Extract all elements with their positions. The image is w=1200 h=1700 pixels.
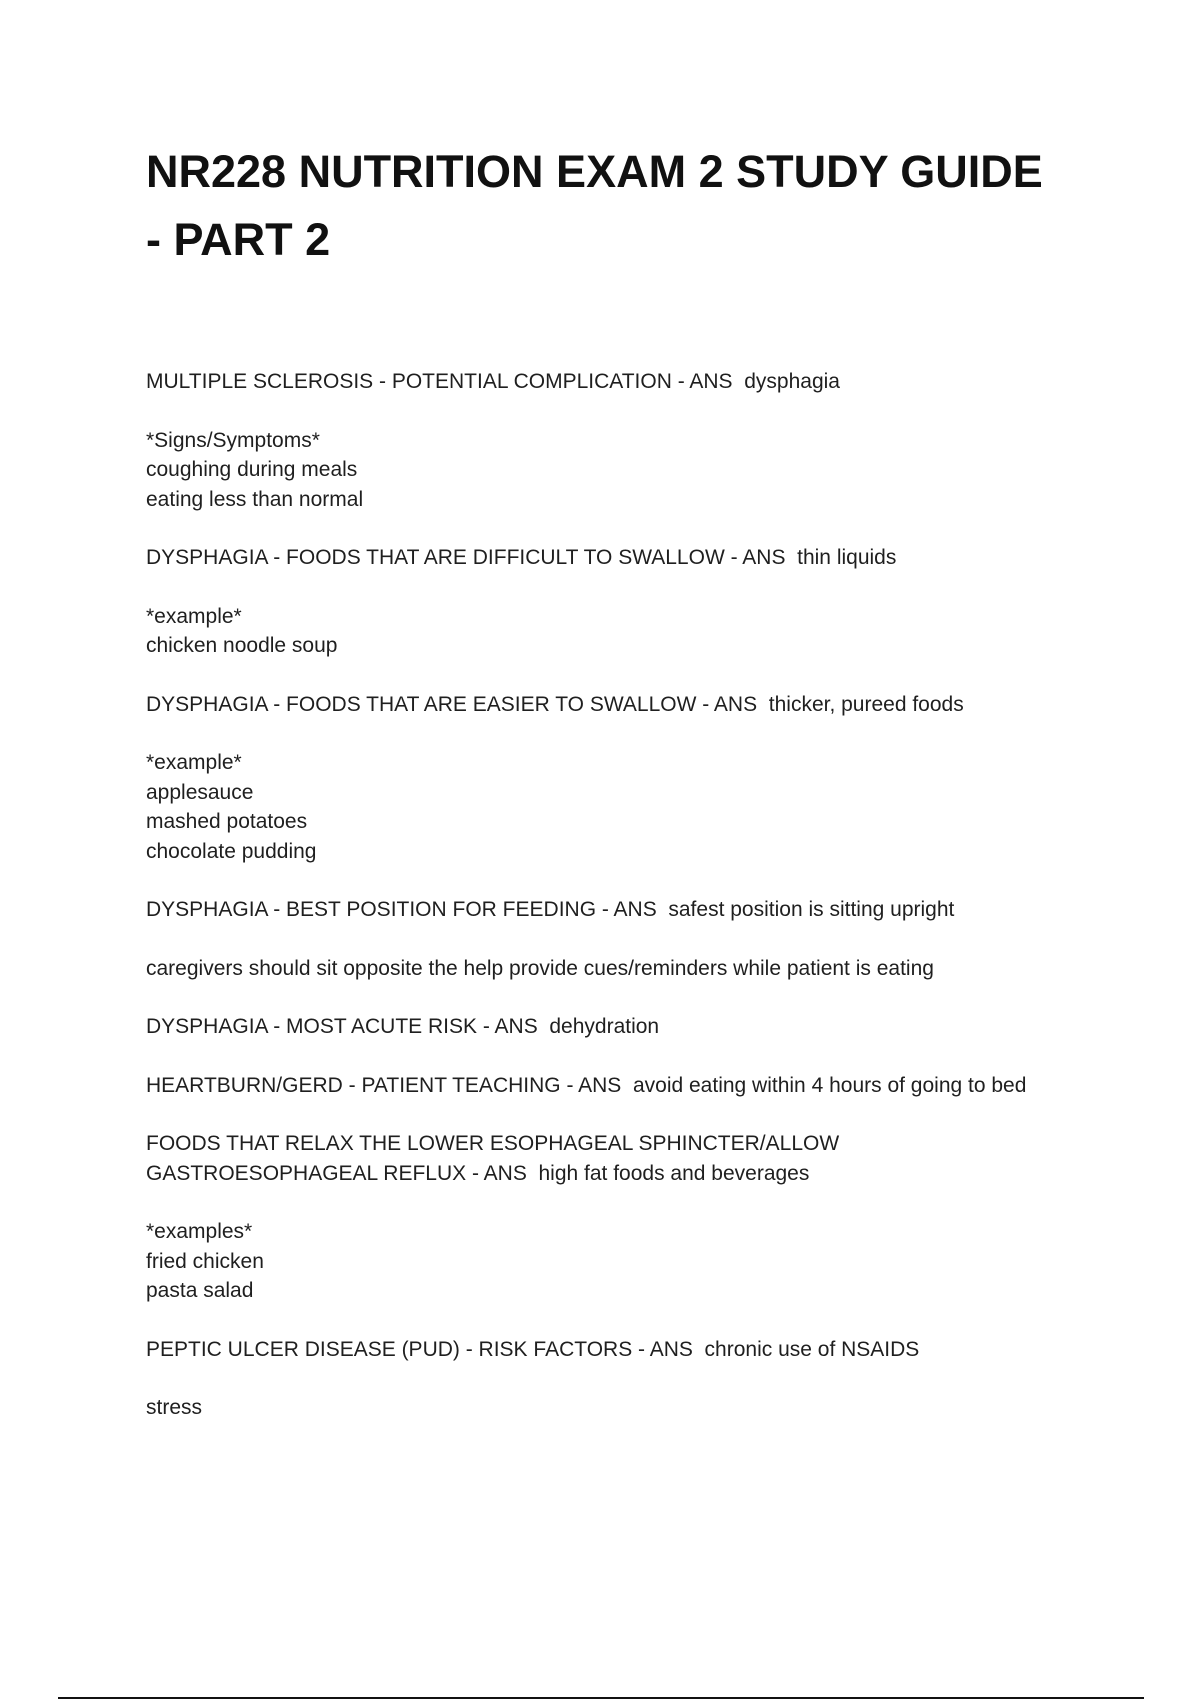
entry-line: mashed potatoes xyxy=(146,810,308,833)
entry-line: caregivers should sit opposite the help provide cues/reminders while patient is eating xyxy=(146,956,934,980)
entry-line: PEPTIC ULCER DISEASE (PUD) - RISK FACTORS - ANS chronic use of NSAIDS xyxy=(146,1337,920,1361)
title-line-2: - PART 2 xyxy=(146,214,331,265)
study-entry xyxy=(146,954,1126,984)
study-entry xyxy=(146,426,1126,515)
entry-line: MULTIPLE SCLEROSIS - POTENTIAL COMPLICATION - ANS dysphagia xyxy=(146,370,840,393)
entry-line: GASTROESOPHAGEAL REFLUX - ANS high fat foods and beverages xyxy=(146,1161,810,1185)
study-entry xyxy=(146,543,1126,573)
study-entry xyxy=(146,1335,1126,1365)
entry-line: stress xyxy=(146,1396,203,1419)
paragraph-spacer xyxy=(146,983,1126,1012)
study-entry xyxy=(146,1071,1126,1101)
entry-line: fried chicken xyxy=(146,1249,264,1273)
entry-line: HEARTBURN/GERD - PATIENT TEACHING - ANS avoid eating within 4 hours of going to bed xyxy=(146,1073,1027,1097)
study-entry xyxy=(146,748,1126,866)
study-entry xyxy=(146,690,1126,720)
study-entry xyxy=(146,367,1126,397)
footer-divider xyxy=(58,1697,1144,1699)
paragraph-spacer xyxy=(146,1306,1126,1335)
paragraph-spacer xyxy=(146,925,1126,954)
entry-line: DYSPHAGIA - BEST POSITION FOR FEEDING - ANS safest position is sitting upright xyxy=(146,898,955,921)
paragraph-spacer xyxy=(146,1100,1126,1129)
entry-line: *examples* xyxy=(146,1220,253,1243)
entry-line: eating less than normal xyxy=(146,487,364,511)
paragraph-spacer xyxy=(146,1042,1126,1071)
document-body xyxy=(146,367,1126,1423)
entry-line: chocolate pudding xyxy=(146,839,317,863)
paragraph-spacer xyxy=(146,514,1126,543)
entry-line: DYSPHAGIA - FOODS THAT ARE DIFFICULT TO SWALLOW - ANS thin liquids xyxy=(146,546,897,569)
study-entry xyxy=(146,1217,1126,1306)
entry-line: *example* xyxy=(146,751,242,774)
entry-line: *example* xyxy=(146,604,242,628)
study-entry xyxy=(146,1393,1126,1423)
study-entry xyxy=(146,602,1126,661)
study-entry xyxy=(146,895,1126,925)
study-entry xyxy=(146,1129,1126,1188)
paragraph-spacer xyxy=(146,1188,1126,1217)
paragraph-spacer xyxy=(146,1364,1126,1393)
paragraph-spacer xyxy=(146,719,1126,748)
paragraph-spacer xyxy=(146,661,1126,690)
study-entry xyxy=(146,1012,1126,1042)
entry-line: applesauce xyxy=(146,780,254,804)
entry-line: DYSPHAGIA - MOST ACUTE RISK - ANS dehydration xyxy=(146,1015,660,1038)
paragraph-spacer xyxy=(146,397,1126,426)
entry-line: chicken noodle soup xyxy=(146,634,338,657)
entry-line: DYSPHAGIA - FOODS THAT ARE EASIER TO SWALLOW - ANS thicker, pureed foods xyxy=(146,692,964,716)
title-line-1: NR228 NUTRITION EXAM 2 STUDY GUIDE xyxy=(146,146,1043,197)
entry-line: FOODS THAT RELAX THE LOWER ESOPHAGEAL SPHINCTER/ALLOW xyxy=(146,1132,840,1155)
paragraph-spacer xyxy=(146,573,1126,602)
entry-line: *Signs/Symptoms* xyxy=(146,428,320,452)
entry-line: pasta salad xyxy=(146,1279,254,1302)
entry-line: coughing during meals xyxy=(146,458,358,481)
document-title xyxy=(146,138,1106,274)
paragraph-spacer xyxy=(146,866,1126,895)
